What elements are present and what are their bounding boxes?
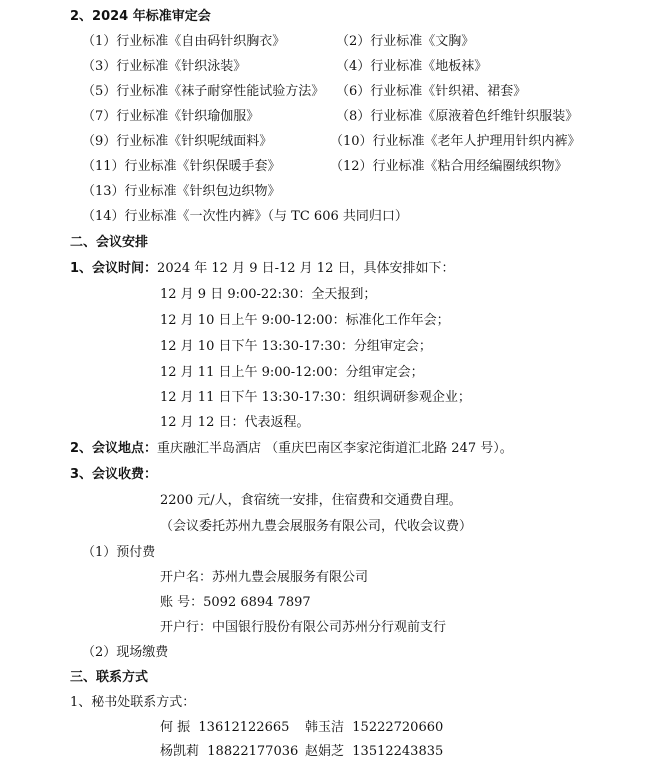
schedule-item: 12 月 12 日：代表返程。 [160,415,310,430]
account-bank: 开户行：中国银行股份有限公司苏州分行观前支行 [160,620,447,635]
meeting-time-value: 2024 年 12 月 9 日-12 月 12 日，具体安排如下： [157,261,455,276]
contact-name: 赵娟芝 [305,744,345,759]
standard-item: （10）行业标准《老年人护理用针织内裤》 [330,134,581,149]
fee-line: 2200 元/人，食宿统一安排，住宿费和交通费自理。 [160,493,462,508]
standard-item: （4）行业标准《地板袜》 [336,59,488,74]
meeting-time [70,261,454,277]
standard-item: （8）行业标准《原液着色纤维针织服装》 [336,109,579,124]
section-heading-2024: 2、2024 年标准审定会 [70,9,211,24]
meeting-heading: 二、会议安排 [70,235,149,250]
standard-item: （3）行业标准《针织泳装》 [82,59,247,74]
secretariat-label: 1、秘书处联系方式： [70,695,196,710]
contact-person [305,720,443,736]
standard-item: （14）行业标准《一次性内裤》（与 TC 606 共同归口） [82,209,408,224]
meeting-venue-value: 重庆融汇半岛酒店 （重庆巴南区李家沱街道汇北路 247 号）。 [157,441,513,456]
standard-item: （6）行业标准《针织裙、裙套》 [336,84,527,99]
contact-person [305,744,443,760]
contact-phone: 13612122665 [198,720,290,735]
contact-person [160,744,298,760]
prepay-label: （1）预付费 [82,545,156,560]
meeting-fee-label: 3、会议收费： [70,467,158,482]
standard-item: （1）行业标准《自由码针织胸衣》 [82,34,286,49]
contact-heading: 三、联系方式 [70,670,149,685]
schedule-item: 12 月 9 日 9:00-22:30：全天报到； [160,287,377,302]
standard-item: （5）行业标准《袜子耐穿性能试验方法》 [82,84,325,99]
contact-name: 韩玉洁 [305,720,345,735]
standard-item: （9）行业标准《针织呢绒面料》 [82,134,273,149]
contact-phone: 18822177036 [207,744,299,759]
schedule-item: 12 月 10 日下午 13:30-17:30：分组审定会； [160,339,432,354]
standard-item: （13）行业标准《针织包边织物》 [82,184,281,199]
schedule-item: 12 月 10 日上午 9:00-12:00：标准化工作年会； [160,313,450,328]
schedule-item: 12 月 11 日下午 13:30-17:30：组织调研参观企业； [160,390,471,405]
meeting-time-label: 1、会议时间： [70,261,158,276]
contact-name: 杨凯莉 [160,744,200,759]
contact-person [160,720,289,736]
standard-item: （11）行业标准《针织保暖手套》 [82,159,281,174]
account-name: 开户名：苏州九豊会展服务有限公司 [160,570,369,585]
schedule-item: 12 月 11 日上午 9:00-12:00：分组审定会； [160,365,424,380]
contact-phone: 13512243835 [352,744,444,759]
standard-item: （12）行业标准《粘合用经编圈绒织物》 [330,159,568,174]
account-number: 账 号：5092 6894 7897 [160,595,311,610]
onsite-payment-label: （2）现场缴费 [82,645,169,660]
standard-item: （7）行业标准《针织瑜伽服》 [82,109,260,124]
contact-name: 何 振 [160,720,191,735]
fee-line: （会议委托苏州九豊会展服务有限公司，代收会议费） [160,519,473,534]
standard-item: （2）行业标准《文胸》 [336,34,475,49]
meeting-venue [70,441,513,457]
meeting-venue-label: 2、会议地点： [70,441,158,456]
contact-phone: 15222720660 [352,720,444,735]
